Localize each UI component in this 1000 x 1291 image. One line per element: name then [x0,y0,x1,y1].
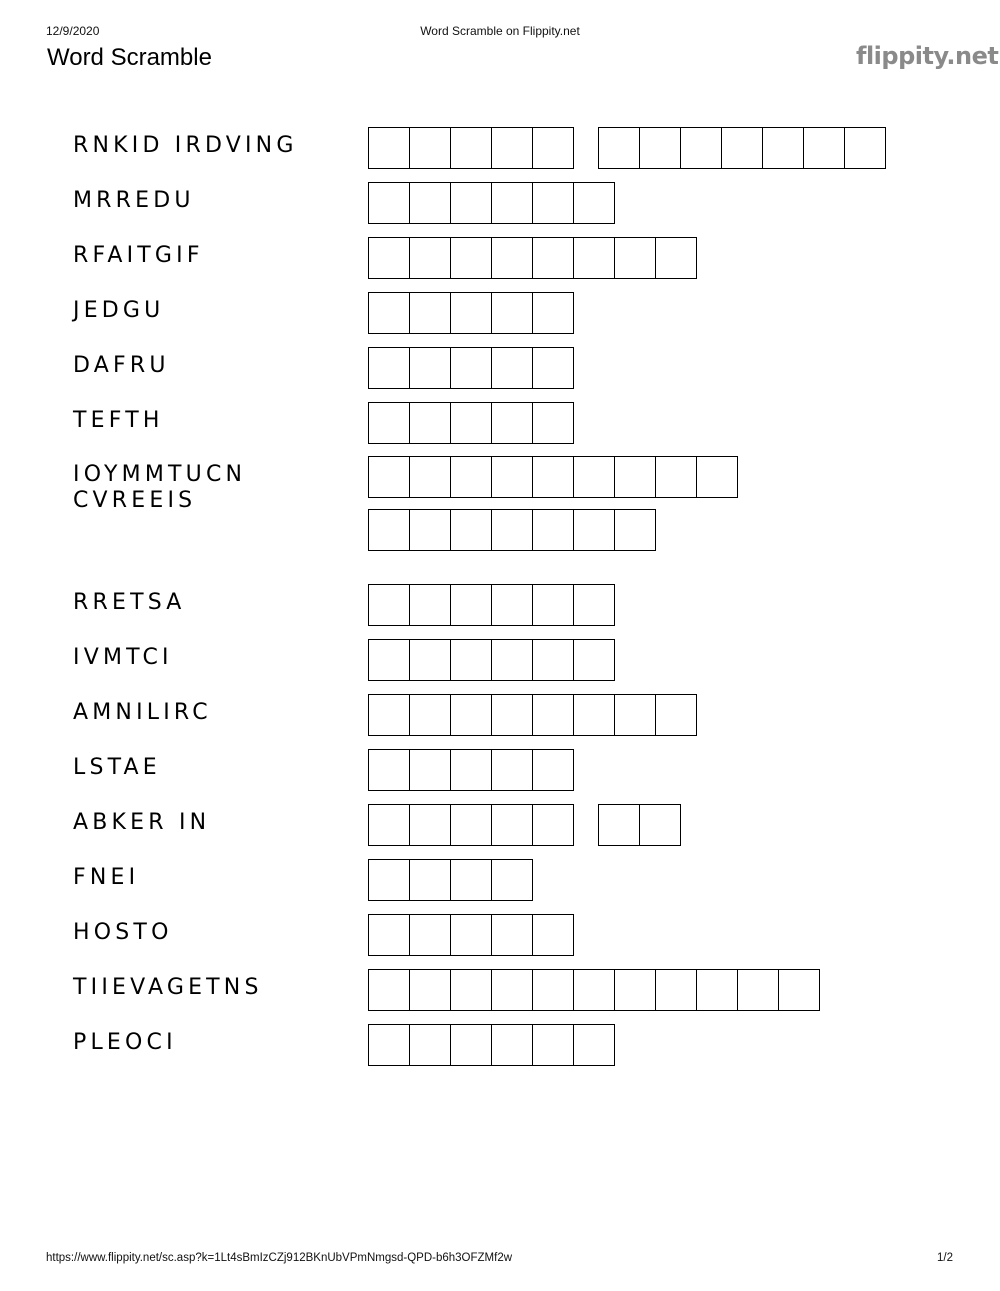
letter-box[interactable] [451,347,492,389]
letter-box[interactable] [410,402,451,444]
letter-box[interactable] [369,969,410,1011]
answer-word-group [368,859,533,901]
letter-box[interactable] [369,347,410,389]
letter-box[interactable] [599,804,640,846]
answer-boxes [368,584,615,626]
letter-box[interactable] [533,402,574,444]
letter-box[interactable] [533,749,574,791]
letter-box[interactable] [656,694,697,736]
letter-box[interactable] [763,127,804,169]
letter-box[interactable] [410,237,451,279]
letter-box[interactable] [451,456,492,498]
letter-box[interactable] [410,1024,451,1066]
letter-box[interactable] [492,969,533,1011]
scrambled-word: IVMTCI [73,645,173,670]
letter-box[interactable] [492,749,533,791]
letter-box[interactable] [369,639,410,681]
answer-word-group [368,456,738,498]
letter-box[interactable] [451,182,492,224]
letter-box[interactable] [451,127,492,169]
letter-box[interactable] [533,914,574,956]
letter-box[interactable] [410,347,451,389]
letter-box[interactable] [369,1024,410,1066]
document-title: Word Scramble on Flippity.net [420,24,580,38]
scrambled-word: RNKID IRDVING [73,133,298,158]
letter-box[interactable] [410,639,451,681]
scrambled-word: JEDGU [73,298,165,323]
letter-box[interactable] [410,456,451,498]
answer-boxes [368,127,886,169]
letter-box[interactable] [369,292,410,334]
letter-box[interactable] [492,509,533,551]
answer-boxes [368,694,697,736]
letter-box[interactable] [451,914,492,956]
letter-box[interactable] [492,237,533,279]
letter-box[interactable] [492,584,533,626]
letter-box[interactable] [492,859,533,901]
scrambled-word: AMNILIRC [73,700,212,725]
letter-box[interactable] [492,804,533,846]
letter-box[interactable] [410,694,451,736]
letter-box[interactable] [369,804,410,846]
letter-box[interactable] [492,694,533,736]
letter-box[interactable] [369,456,410,498]
letter-box[interactable] [451,292,492,334]
answer-boxes [368,347,574,389]
letter-box[interactable] [451,584,492,626]
letter-box[interactable] [533,509,574,551]
letter-box[interactable] [681,127,722,169]
letter-box[interactable] [640,804,681,846]
letter-box[interactable] [369,584,410,626]
letter-box[interactable] [574,694,615,736]
answer-boxes [368,914,574,956]
scrambled-word: MRREDU [73,188,195,213]
letter-box[interactable] [656,456,697,498]
letter-box[interactable] [640,127,681,169]
letter-box[interactable] [451,509,492,551]
letter-box[interactable] [804,127,845,169]
letter-box[interactable] [574,509,615,551]
letter-box[interactable] [574,584,615,626]
answer-word-group [368,914,574,956]
scrambled-word: HOSTO [73,920,173,945]
letter-box[interactable] [845,127,886,169]
page-title: Word Scramble [47,44,212,71]
scrambled-word: RRETSA [73,590,186,615]
letter-box[interactable] [410,914,451,956]
letter-box[interactable] [574,456,615,498]
letter-box[interactable] [451,237,492,279]
letter-box[interactable] [533,1024,574,1066]
letter-box[interactable] [722,127,763,169]
letter-box[interactable] [451,749,492,791]
answer-word-group [368,292,574,334]
letter-box[interactable] [492,402,533,444]
letter-box[interactable] [779,969,820,1011]
letter-box[interactable] [410,584,451,626]
letter-box[interactable] [410,182,451,224]
letter-box[interactable] [615,969,656,1011]
answer-word-group [368,749,574,791]
letter-box[interactable] [574,969,615,1011]
page-number: 1/2 [937,1252,953,1264]
letter-box[interactable] [369,694,410,736]
answer-boxes [368,859,533,901]
letter-box[interactable] [492,456,533,498]
letter-box[interactable] [738,969,779,1011]
letter-box[interactable] [369,749,410,791]
letter-box[interactable] [369,402,410,444]
letter-box[interactable] [533,584,574,626]
scrambled-word: ABKER IN [73,810,211,835]
scrambled-word: DAFRU [73,353,170,378]
letter-box[interactable] [492,292,533,334]
letter-box[interactable] [533,292,574,334]
letter-box[interactable] [492,914,533,956]
letter-box[interactable] [492,127,533,169]
letter-box[interactable] [656,969,697,1011]
letter-box[interactable] [410,749,451,791]
letter-box[interactable] [410,292,451,334]
scrambled-word: LSTAE [73,755,161,780]
answer-word-group [368,969,820,1011]
answer-boxes [368,969,820,1011]
letter-box[interactable] [410,804,451,846]
letter-box[interactable] [533,804,574,846]
letter-box[interactable] [451,639,492,681]
letter-box[interactable] [533,127,574,169]
letter-box[interactable] [451,694,492,736]
letter-box[interactable] [492,1024,533,1066]
answer-word-group [598,804,681,846]
letter-box[interactable] [369,237,410,279]
letter-box[interactable] [451,402,492,444]
letter-box[interactable] [369,182,410,224]
letter-box[interactable] [451,859,492,901]
letter-box[interactable] [369,127,410,169]
flippity-logo: flippity.net [856,42,999,70]
answer-word-group [368,237,697,279]
letter-box[interactable] [615,456,656,498]
letter-box[interactable] [369,914,410,956]
answer-word-group [368,402,574,444]
letter-box[interactable] [451,1024,492,1066]
scrambled-word: TEFTH [73,408,164,433]
letter-box[interactable] [369,509,410,551]
answer-word-group [598,127,886,169]
answer-boxes [368,639,615,681]
letter-box[interactable] [533,237,574,279]
letter-box[interactable] [574,639,615,681]
answer-word-group [368,804,574,846]
answer-boxes [368,749,574,791]
answer-boxes [368,1024,615,1066]
letter-box[interactable] [533,182,574,224]
answer-word-group [368,584,615,626]
letter-box[interactable] [410,127,451,169]
letter-box[interactable] [615,509,656,551]
print-date: 12/9/2020 [46,24,100,38]
answer-boxes [368,804,681,846]
letter-box[interactable] [533,347,574,389]
answer-word-group [368,639,615,681]
letter-box[interactable] [533,639,574,681]
letter-box[interactable] [533,456,574,498]
answer-boxes [368,402,574,444]
answer-boxes [368,509,656,551]
letter-box[interactable] [533,969,574,1011]
letter-box[interactable] [369,859,410,901]
letter-box[interactable] [697,969,738,1011]
answer-boxes [368,292,574,334]
footer-url: https://www.flippity.net/sc.asp?k=1Lt4sBmIzCZj912BKnUbVPmNmgsd-QPD-b6h3OFZMf2w [46,1252,513,1264]
letter-box[interactable] [410,969,451,1011]
answer-boxes [368,237,697,279]
letter-box[interactable] [599,127,640,169]
answer-word-group [368,694,697,736]
letter-box[interactable] [492,182,533,224]
answer-word-group [368,127,574,169]
letter-box[interactable] [615,694,656,736]
letter-box[interactable] [574,237,615,279]
letter-box[interactable] [410,859,451,901]
answer-word-group [368,347,574,389]
letter-box[interactable] [451,969,492,1011]
answer-word-group [368,509,656,551]
letter-box[interactable] [656,237,697,279]
answer-boxes [368,182,615,224]
scrambled-word: RFAITGIF [73,243,204,268]
letter-box[interactable] [410,509,451,551]
answer-word-group [368,182,615,224]
scrambled-word: TIIEVAGETNS [73,975,263,1000]
scrambled-word: PLEOCI [73,1030,177,1055]
letter-box[interactable] [574,1024,615,1066]
letter-box[interactable] [451,804,492,846]
scrambled-word: IOYMMTUCN CVREEIS [73,462,247,513]
answer-boxes [368,456,738,498]
letter-box[interactable] [574,182,615,224]
letter-box[interactable] [533,694,574,736]
letter-box[interactable] [697,456,738,498]
letter-box[interactable] [615,237,656,279]
scrambled-word: FNEI [73,865,140,890]
letter-box[interactable] [492,639,533,681]
letter-box[interactable] [492,347,533,389]
answer-word-group [368,1024,615,1066]
